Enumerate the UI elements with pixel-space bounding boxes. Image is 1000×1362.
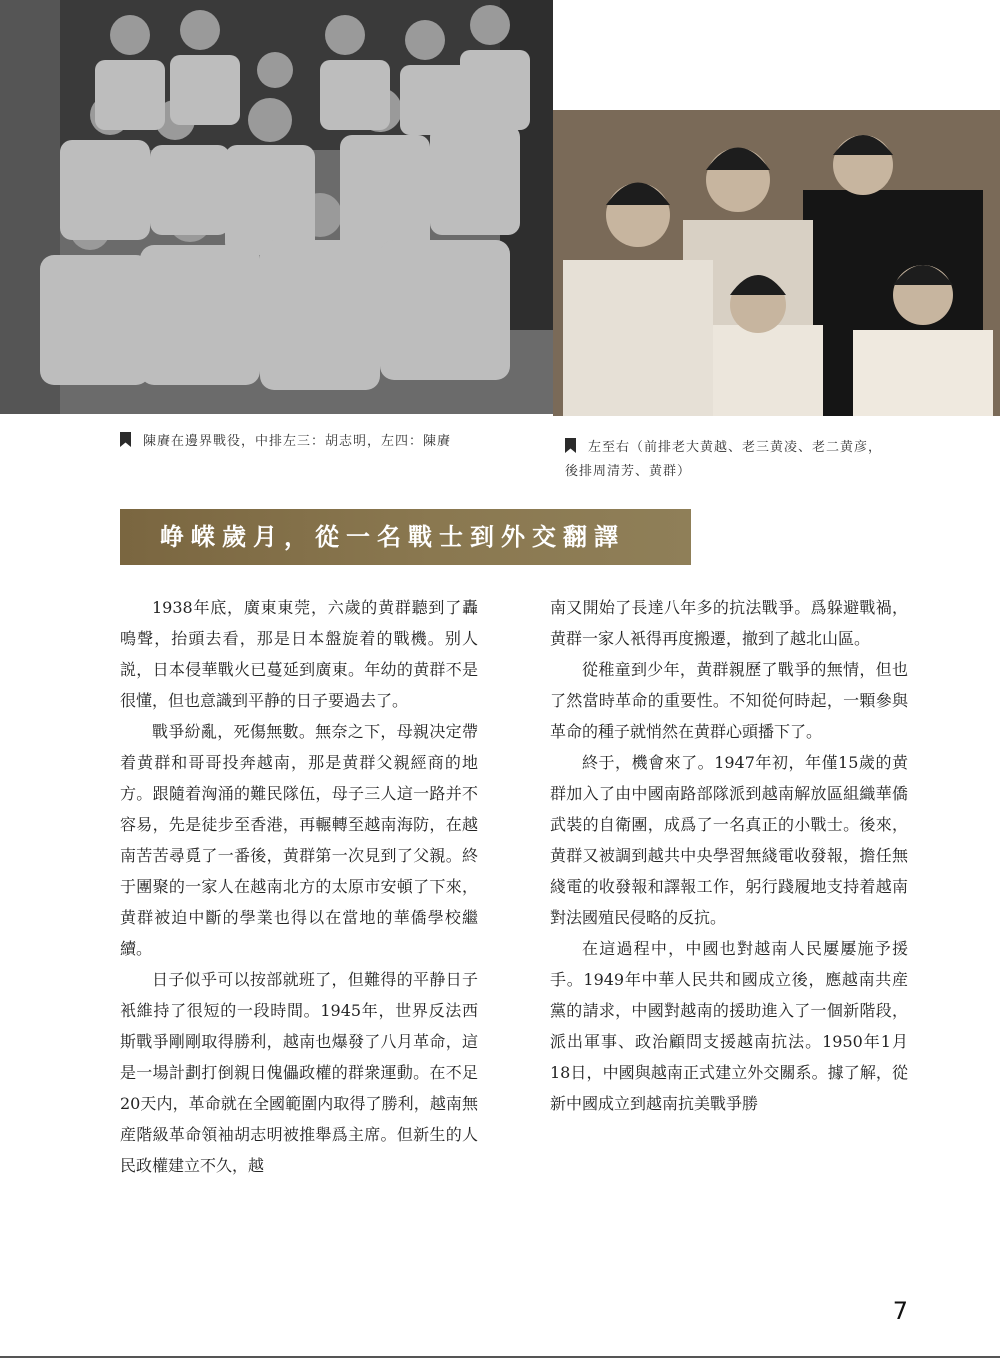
page-number: 7 — [892, 1297, 908, 1325]
paragraph: 日子似乎可以按部就班了，但難得的平静日子衹維持了很短的一段時間。1945年，世界反法西斯戰爭剛剛取得勝利，越南也爆發了八月革命，這是一場計劃打倒親日傀儡政權的群衆運動。在不足20天内，革命就在全國範圍内取得了勝利，越南無産階級革命領袖胡志明被推舉爲主席。但新生的人民政權建立不久，越 — [120, 970, 478, 1175]
family-photo-icon — [553, 110, 1000, 416]
bookmark-icon — [120, 432, 131, 447]
right-caption-line1-row — [565, 436, 945, 460]
paragraph-continuation: 南又開始了長達八年多的抗法戰爭。爲躲避戰禍，黄群一家人衹得再度搬遷，撤到了越北山區。 — [550, 598, 908, 648]
section-title-banner: 峥嵘歲月，從一名戰士到外交翻譯 — [120, 509, 691, 565]
article-column-right — [550, 592, 908, 1119]
paragraph: 戰爭紛亂，死傷無數。無奈之下，母親决定帶着黄群和哥哥投奔越南，那是黄群父親經商的地方。跟隨着洶涌的難民隊伍，母子三人這一路并不容易，先是徒步至香港，再輾轉至越南海防，在越南苦苦尋覓了一番後，黄群第一次見到了父親。終于團聚的一家人在越南北方的太原市安頓了下來，黄群被迫中斷的學業也得以在當地的華僑學校繼續。 — [120, 722, 478, 958]
bookmark-icon — [565, 438, 576, 453]
right-caption-line2: 後排周清芳、黄群） — [565, 464, 692, 479]
paragraph: 在這過程中，中國也對越南人民屢屢施予援手。1949年中華人民共和國成立後，應越南共産黨的請求，中國對越南的援助進入了一個新階段，派出軍事、政治顧問支援越南抗法。1950年1月18日，中國與越南正式建立外交關系。據了解，從新中國成立到越南抗美戰爭勝 — [550, 939, 908, 1113]
family-photo — [553, 110, 1000, 416]
left-caption-text: 陳賡在邊界戰役，中排左三：胡志明，左四：陳賡 — [143, 434, 452, 449]
group-photo-icon — [0, 0, 553, 414]
paragraph: 1938年底，廣東東莞，六歲的黄群聽到了轟鳴聲，抬頭去看，那是日本盤旋着的戰機。别人説，日本侵華戰火已蔓延到廣東。年幼的黄群不是很懂，但也意識到平静的日子要過去了。 — [120, 598, 478, 710]
paragraph: 終于，機會來了。1947年初，年僅15歲的黄群加入了由中國南路部隊派到越南解放區組織華僑武裝的自衛團，成爲了一名真正的小戰士。後來，黄群又被調到越共中央學習無綫電收發報，擔任無綫電的收發報和譯報工作，躬行踐履地支持着越南對法國殖民侵略的反抗。 — [550, 753, 908, 927]
historical-group-photo — [0, 0, 553, 414]
left-photo-caption — [120, 430, 540, 454]
right-photo-caption — [565, 436, 945, 484]
article-column-left — [120, 592, 478, 1181]
right-caption-line1: 左至右（前排老大黄越、老三黄凌、老二黄彦， — [588, 440, 883, 455]
paragraph: 從稚童到少年，黄群親歷了戰爭的無情，但也了然當時革命的重要性。不知從何時起，一顆參與革命的種子就悄然在黄群心頭播下了。 — [550, 660, 908, 741]
bottom-divider — [0, 1356, 1000, 1358]
